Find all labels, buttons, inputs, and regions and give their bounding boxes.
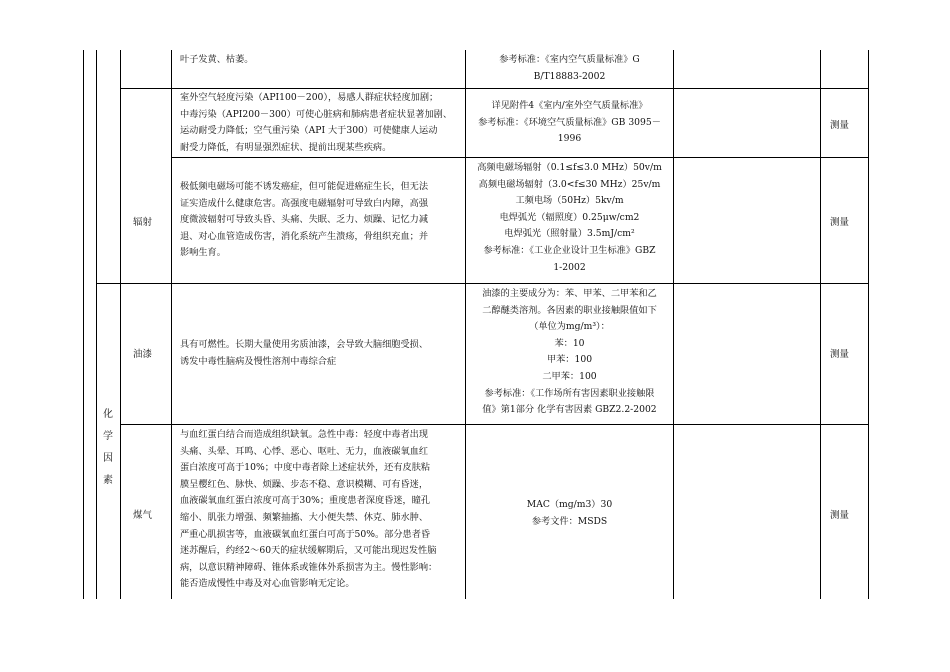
harm-line: 能否造成慢性中毒及对心血管影响无定论。 [180, 578, 355, 590]
table-border-right [868, 50, 869, 599]
standard-line: MAC（mg/m3）30 [526, 499, 613, 510]
harm-line: 耐受力降低，有明显强烈症状、提前出现某些疾病。 [180, 141, 392, 153]
harm-line: 缩小、肌张力增强、频繁抽搐、大小便失禁、休克、肺水肿、 [180, 511, 429, 523]
standard-line: 1-2002 [553, 261, 586, 273]
harm-line: 极低频电磁场可能不诱发癌症，但可能促进癌症生长，但无法 [180, 181, 429, 192]
harm-cell [180, 90, 452, 156]
standard-line: 苯：10 [554, 337, 585, 349]
harm-line: 叶子发黄、枯萎。 [180, 54, 254, 65]
harm-line: 中毒污染（API200－300）可使心脏病和肺病患者症状显著加剧、 [180, 108, 453, 120]
row-divider [171, 157, 868, 158]
factor-cell: 辐射 [133, 217, 153, 228]
standard-line: 二甲苯：100 [542, 370, 597, 382]
method-cell: 测量 [830, 349, 850, 360]
harm-line: 室外空气轻度污染（API100－200），易感人群症状轻度加剧； [180, 92, 439, 103]
method-cell: 测量 [830, 510, 850, 521]
standard-cell [466, 98, 673, 148]
table-line [171, 50, 172, 599]
harm-cell [180, 427, 437, 593]
harm-line: 与血红蛋白结合而造成组织缺氧。急性中毒：轻度中毒者出现 [180, 429, 429, 440]
harm-line: 严重心肌损害等，血液碳氧血红蛋白可高于50%。部分患者昏 [180, 528, 431, 540]
standard-line: 电焊弧光（照射量）3.5mJ/cm² [504, 228, 635, 240]
standard-line: 高频电磁场辐射（3.0<f≤30 MHz）25v/m [478, 178, 661, 190]
harm-line: 具有可燃性。长期大量使用劣质油漆，会导致大脑细胞受损、 [180, 339, 429, 350]
standard-cell [466, 160, 673, 276]
standard-cell [466, 497, 673, 530]
harm-line: 蛋白浓度可高于10%；中度中毒者除上述症状外，还有皮肤粘 [180, 462, 431, 474]
standard-cell [466, 286, 673, 419]
standard-line: 参考标准：《工业企业设计卫生标准》GBZ [483, 244, 656, 256]
standard-line: 二醇醚类溶剂。各因素的职业接触限值如下 [482, 304, 657, 316]
standard-line: 工频电场（50Hz）5kv/m [515, 195, 624, 207]
standard-line: 参考标准：《室内空气质量标准》G [499, 54, 640, 65]
standard-line: 参考标准：《工作场所有害因素职业接触限 [484, 387, 655, 399]
table-line [120, 50, 121, 599]
harm-line: 运动耐受力降低；空气重污染（API 大于300）可使健康人运动 [180, 125, 438, 137]
standard-line: 电焊弧光（辐照度）0.25μw/cm2 [499, 211, 640, 223]
standard-cell [466, 52, 673, 85]
standard-line: 值》第1部分 化学有害因素 GBZ2.2-2002 [482, 404, 657, 416]
harm-line: 头痛、头晕、耳鸣、心悸、恶心、呕吐、无力，血液碳氧血红 [180, 445, 429, 457]
standard-line: （单位为mg/m³）： [529, 321, 610, 333]
standard-line: 高频电磁场辐射（0.1≤f≤3.0 MHz）50v/m [477, 162, 662, 173]
standard-line: 1996 [557, 133, 582, 145]
harm-line: 度微波辐射可导致头昏、头痛、失眠、乏力、烦躁、记忆力减 [180, 214, 429, 226]
row-divider [120, 424, 868, 425]
standard-line: 油漆的主要成分为：苯、甲苯、二甲苯和乙 [482, 288, 657, 299]
standard-line: B/T18883-2002 [533, 70, 606, 82]
harm-cell [180, 52, 254, 69]
harm-line: 迷苏醒后，约经2～60天的症状缓解期后，又可能出现迟发性脑 [180, 545, 437, 557]
harm-line: 血液碳氧血红蛋白浓度可高于30%；重度患者深度昏迷，瞳孔 [180, 495, 431, 507]
standard-line: 参考标准：《环境空气质量标准》GB 3095－ [478, 116, 661, 128]
harm-line: 退、对心血管造成伤害，消化系统产生溃疡，骨组织充血；并 [180, 230, 429, 242]
standard-line: 甲苯：100 [546, 354, 593, 366]
method-cell: 测量 [830, 217, 850, 228]
table-border-left [83, 50, 84, 599]
standard-line: 详见附件4《室内/室外空气质量标准》 [491, 100, 648, 111]
table-line [673, 50, 674, 599]
method-cell: 测量 [830, 120, 850, 131]
factor-cell: 油漆 [133, 349, 153, 360]
factor-cell: 煤气 [133, 510, 153, 521]
category-label: 化 学 因 素 [103, 409, 113, 486]
table-line [96, 50, 97, 599]
standard-line: 参考文件：MSDS [531, 515, 608, 527]
table-line [820, 50, 821, 599]
row-divider [96, 283, 868, 284]
harm-line: 影响生育。 [180, 247, 226, 259]
harm-line: 证实造成什么健康危害。高强度电磁辐射可导致白内障，高强 [180, 197, 429, 209]
row-divider [120, 88, 868, 89]
harm-line: 病，以意识精神障碍、锥体系或锥体外系损害为主。慢性影响： [180, 561, 438, 573]
harm-cell [180, 337, 428, 370]
harm-line: 膜呈樱红色、脉快、烦躁、步态不稳、意识模糊、可有昏迷， [180, 478, 429, 490]
harm-line: 诱发中毒性脑病及慢性溶剂中毒综合症 [180, 355, 337, 367]
harm-cell [180, 179, 428, 262]
